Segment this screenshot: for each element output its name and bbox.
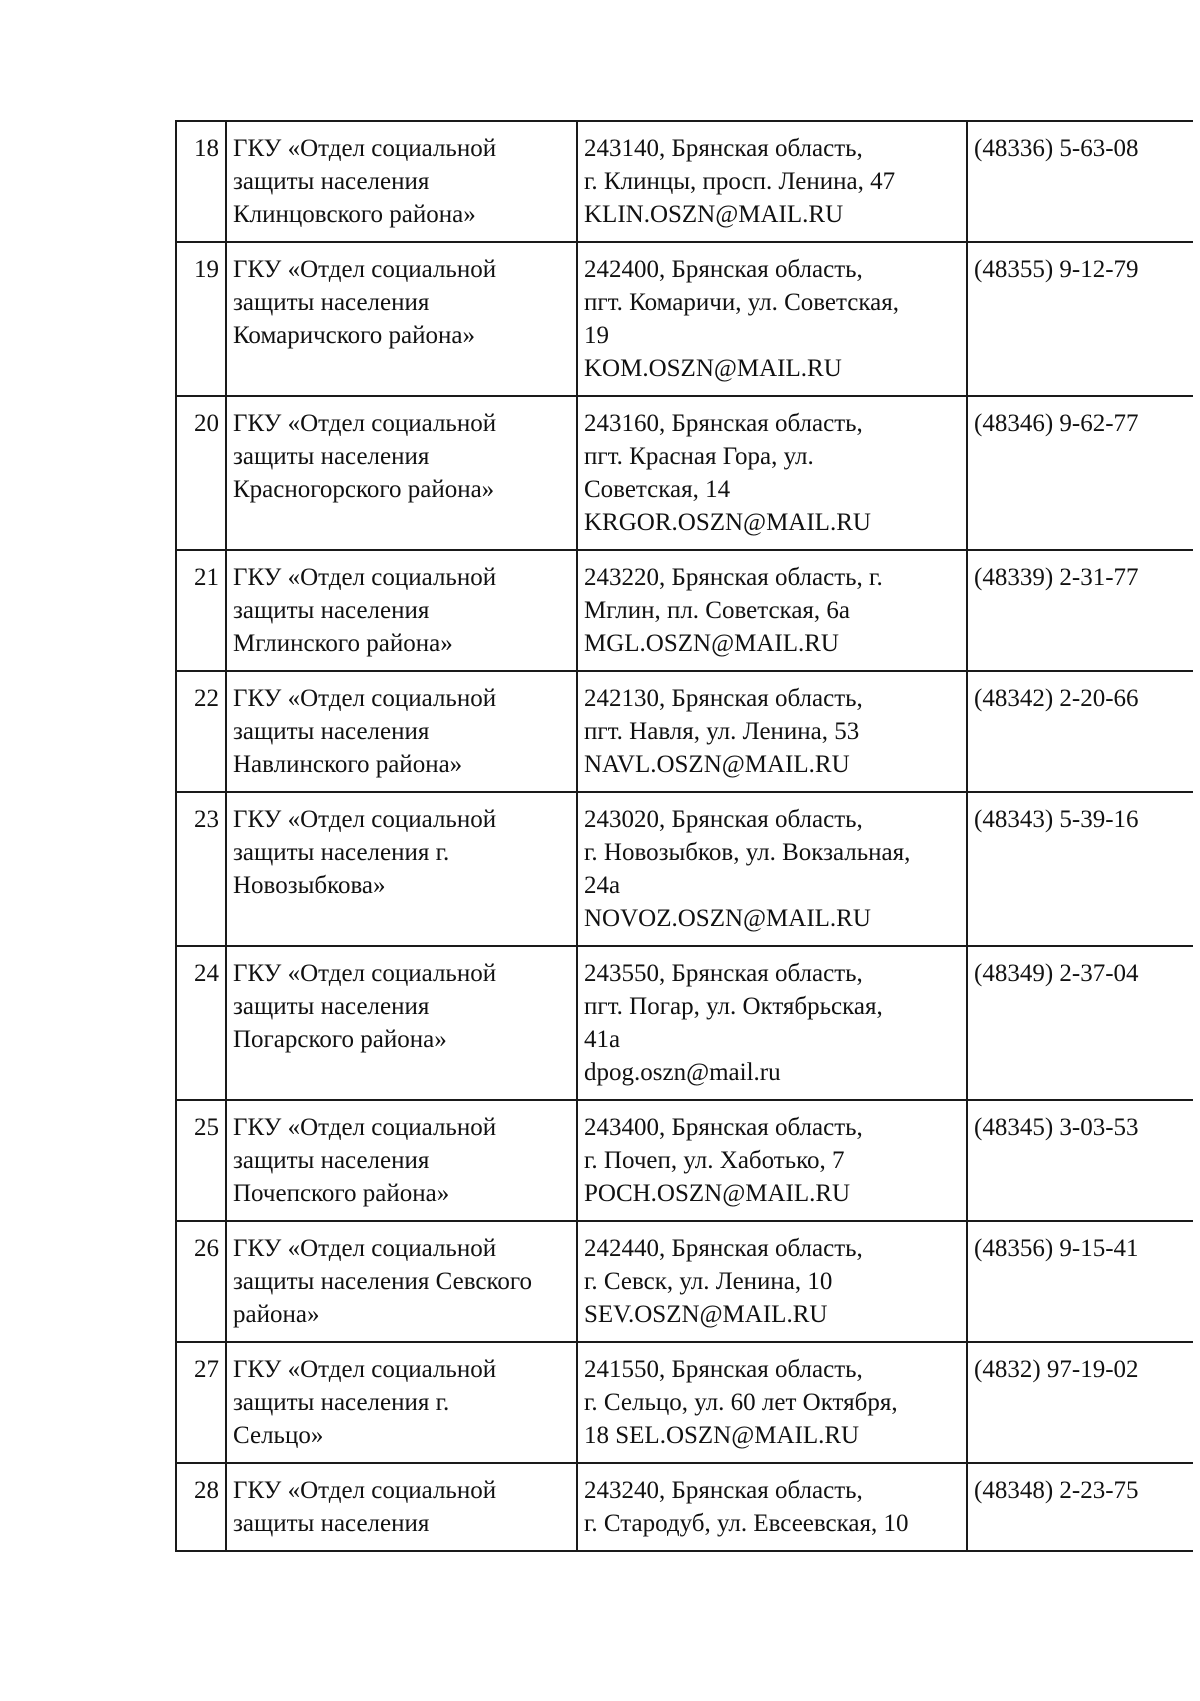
office-name-cell	[226, 242, 577, 396]
address-line: 243140, Брянская область,	[584, 135, 863, 162]
table-row	[176, 946, 1193, 1100]
table-row	[176, 121, 1193, 242]
address-line: г. Сельцо, ул. 60 лет Октября,	[584, 1389, 898, 1416]
phone-cell: (48342) 2-20-66	[967, 671, 1193, 792]
row-number: 20	[176, 396, 226, 550]
office-name-line: ГКУ «Отдел социальной	[233, 135, 497, 162]
row-number: 27	[176, 1342, 226, 1463]
address-cell	[577, 242, 967, 396]
office-name-line: ГКУ «Отдел социальной	[233, 1477, 497, 1504]
office-name-line: Новозыбкова»	[233, 872, 386, 899]
office-name-line: защиты населения г.	[233, 839, 450, 866]
address-cell	[577, 792, 967, 946]
address-line: 243400, Брянская область,	[584, 1114, 863, 1141]
office-name-line: Почепского района»	[233, 1180, 450, 1207]
address-line: SEV.OSZN@MAIL.RU	[584, 1301, 828, 1328]
address-line: г. Севск, ул. Ленина, 10	[584, 1268, 833, 1295]
office-name-cell	[226, 792, 577, 946]
office-name-line: защиты населения	[233, 993, 430, 1020]
office-name-line: защиты населения	[233, 597, 430, 624]
table-row	[176, 1221, 1193, 1342]
office-name-line: ГКУ «Отдел социальной	[233, 256, 497, 283]
address-line: 241550, Брянская область,	[584, 1356, 863, 1383]
address-cell	[577, 671, 967, 792]
address-cell	[577, 1342, 967, 1463]
office-name-line: Мглинского района»	[233, 630, 453, 657]
address-line: 243220, Брянская область, г.	[584, 564, 883, 591]
address-line: 243020, Брянская область,	[584, 806, 863, 833]
address-line: пгт. Погар, ул. Октябрьская,	[584, 993, 883, 1020]
office-name-line: Погарского района»	[233, 1026, 447, 1053]
address-line: пгт. Комаричи, ул. Советская,	[584, 289, 899, 316]
office-name-line: Навлинского района»	[233, 751, 463, 778]
row-number: 21	[176, 550, 226, 671]
office-name-cell	[226, 1463, 577, 1551]
row-number: 23	[176, 792, 226, 946]
office-name-line: защиты населения	[233, 718, 430, 745]
address-cell	[577, 1221, 967, 1342]
address-line: пгт. Навля, ул. Ленина, 53	[584, 718, 860, 745]
table-body	[176, 121, 1193, 1551]
phone-cell: (4832) 97-19-02	[967, 1342, 1193, 1463]
office-name-line: ГКУ «Отдел социальной	[233, 685, 497, 712]
phone-cell: (48339) 2-31-77	[967, 550, 1193, 671]
address-line: 242440, Брянская область,	[584, 1235, 863, 1262]
address-line: г. Стародуб, ул. Евсеевская, 10	[584, 1510, 909, 1537]
address-line: 243240, Брянская область,	[584, 1477, 863, 1504]
table-row	[176, 671, 1193, 792]
table-row	[176, 1100, 1193, 1221]
office-name-line: защиты населения	[233, 1147, 430, 1174]
address-cell	[577, 396, 967, 550]
address-line: KOM.OSZN@MAIL.RU	[584, 355, 842, 382]
office-name-line: защиты населения	[233, 1510, 430, 1537]
table-row	[176, 792, 1193, 946]
phone-cell: (48343) 5-39-16	[967, 792, 1193, 946]
row-number: 22	[176, 671, 226, 792]
address-line: 18 SEL.OSZN@MAIL.RU	[584, 1422, 860, 1449]
office-name-cell	[226, 671, 577, 792]
address-cell	[577, 550, 967, 671]
office-name-line: защиты населения	[233, 443, 430, 470]
address-cell	[577, 1100, 967, 1221]
address-line: POCH.OSZN@MAIL.RU	[584, 1180, 851, 1207]
office-name-line: Клинцовского района»	[233, 201, 476, 228]
table-row	[176, 1463, 1193, 1551]
phone-cell: (48345) 3-03-53	[967, 1100, 1193, 1221]
address-line: г. Почеп, ул. Хаботько, 7	[584, 1147, 845, 1174]
address-line: KRGOR.OSZN@MAIL.RU	[584, 509, 871, 536]
phone-cell: (48336) 5-63-08	[967, 121, 1193, 242]
office-name-line: ГКУ «Отдел социальной	[233, 564, 497, 591]
row-number: 25	[176, 1100, 226, 1221]
address-line: пгт. Красная Гора, ул.	[584, 443, 814, 470]
office-name-cell	[226, 946, 577, 1100]
office-name-cell	[226, 121, 577, 242]
address-line: 243550, Брянская область,	[584, 960, 863, 987]
phone-cell: (48348) 2-23-75	[967, 1463, 1193, 1551]
office-name-line: Комаричского района»	[233, 322, 475, 349]
office-name-cell	[226, 1221, 577, 1342]
social-protection-offices-table	[175, 120, 1193, 1552]
address-line: 19	[584, 322, 609, 349]
table-row	[176, 396, 1193, 550]
address-line: Советская, 14	[584, 476, 731, 503]
office-name-line: ГКУ «Отдел социальной	[233, 1356, 497, 1383]
office-name-line: ГКУ «Отдел социальной	[233, 410, 497, 437]
address-line: 242130, Брянская область,	[584, 685, 863, 712]
office-name-line: ГКУ «Отдел социальной	[233, 806, 497, 833]
address-line: NOVOZ.OSZN@MAIL.RU	[584, 905, 871, 932]
address-line: 24а	[584, 872, 621, 899]
address-line: 243160, Брянская область,	[584, 410, 863, 437]
address-line: г. Клинцы, просп. Ленина, 47	[584, 168, 896, 195]
table-row	[176, 1342, 1193, 1463]
phone-cell: (48346) 9-62-77	[967, 396, 1193, 550]
address-line: KLIN.OSZN@MAIL.RU	[584, 201, 844, 228]
office-name-cell	[226, 1100, 577, 1221]
office-name-line: района»	[233, 1301, 320, 1328]
address-line: Мглин, пл. Советская, 6а	[584, 597, 851, 624]
table-row	[176, 550, 1193, 671]
office-name-line: ГКУ «Отдел социальной	[233, 1114, 497, 1141]
office-name-line: ГКУ «Отдел социальной	[233, 960, 497, 987]
office-name-line: защиты населения Севского	[233, 1268, 532, 1295]
address-line: NAVL.OSZN@MAIL.RU	[584, 751, 850, 778]
table-row	[176, 242, 1193, 396]
row-number: 26	[176, 1221, 226, 1342]
phone-cell: (48355) 9-12-79	[967, 242, 1193, 396]
row-number: 18	[176, 121, 226, 242]
office-name-line: Сельцо»	[233, 1422, 324, 1449]
office-name-cell	[226, 1342, 577, 1463]
phone-cell: (48356) 9-15-41	[967, 1221, 1193, 1342]
address-line: dpog.oszn@mail.ru	[584, 1059, 781, 1086]
office-name-line: Красногорского района»	[233, 476, 495, 503]
phone-cell: (48349) 2-37-04	[967, 946, 1193, 1100]
address-line: г. Новозыбков, ул. Вокзальная,	[584, 839, 911, 866]
office-name-line: защиты населения	[233, 168, 430, 195]
address-line: 41а	[584, 1026, 621, 1053]
row-number: 24	[176, 946, 226, 1100]
office-name-line: ГКУ «Отдел социальной	[233, 1235, 497, 1262]
address-line: MGL.OSZN@MAIL.RU	[584, 630, 839, 657]
address-cell	[577, 121, 967, 242]
office-name-line: защиты населения г.	[233, 1389, 450, 1416]
address-line: 242400, Брянская область,	[584, 256, 863, 283]
office-name-cell	[226, 550, 577, 671]
row-number: 19	[176, 242, 226, 396]
address-cell	[577, 946, 967, 1100]
address-cell	[577, 1463, 967, 1551]
office-name-line: защиты населения	[233, 289, 430, 316]
row-number: 28	[176, 1463, 226, 1551]
office-name-cell	[226, 396, 577, 550]
